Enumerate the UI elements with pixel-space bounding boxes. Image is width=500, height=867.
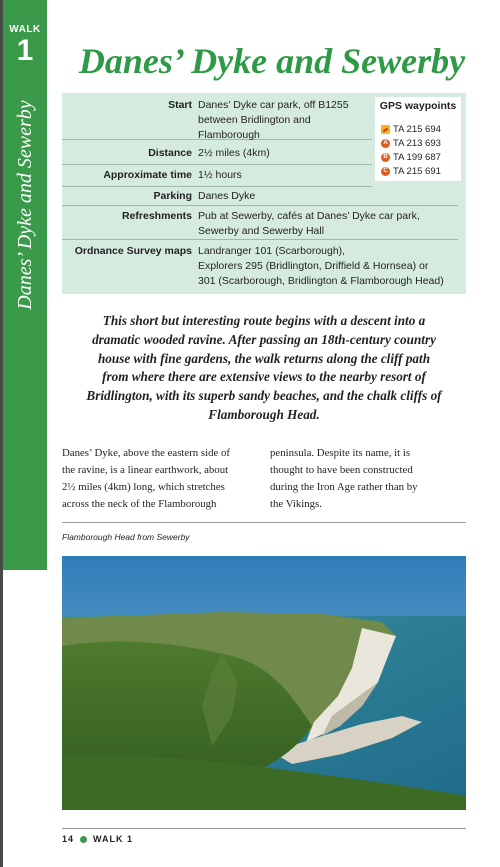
intro-line: Bridlington, with its superb sandy beaches, and the chalk cliffs of: [86, 388, 442, 404]
start-line: Danes’ Dyke car park, off B1255: [198, 99, 349, 111]
page-number: 14: [62, 834, 75, 844]
cliff-photo: [62, 556, 466, 810]
distance-label: Distance: [148, 147, 192, 159]
intro-text: [62, 312, 466, 425]
intro-line: house with fine gardens, the walk returns along the cliff path: [97, 350, 431, 366]
intro-line: Flamborough Head.: [208, 406, 320, 422]
waypoint-c-icon: C: [381, 167, 390, 176]
page-footer: [62, 834, 133, 844]
body-line: peninsula. Despite its name, it is: [270, 447, 411, 459]
maps-value: [198, 244, 444, 289]
gps-title: GPS waypoints: [379, 100, 457, 112]
start-point-icon: [381, 125, 390, 134]
parking-value: Danes Dyke: [198, 190, 256, 202]
info-row-refreshments: [62, 209, 458, 240]
gps-ref: TA 215 691: [393, 166, 441, 177]
intro-line: dramatic wooded ravine. After passing an 18th-century country: [92, 331, 436, 347]
refreshments-value: [198, 209, 420, 239]
info-box: [62, 93, 466, 294]
body-line: the Vikings.: [270, 498, 322, 510]
maps-line: Landranger 101 (Scarborough),: [198, 245, 346, 257]
body-line: thought to have been constructed: [270, 464, 413, 476]
body-column-left: [62, 445, 252, 513]
info-row-maps: [62, 244, 458, 290]
body-line: during the Iron Age rather than by: [270, 481, 418, 493]
gps-item: [381, 151, 441, 165]
start-value: [198, 98, 349, 143]
refreshments-label: Refreshments: [121, 210, 192, 222]
gps-item: [381, 123, 441, 137]
distance-value: 2½ miles (4km): [198, 147, 270, 159]
gps-ref: TA 213 693: [393, 138, 441, 149]
info-row-distance: [62, 146, 372, 165]
waypoint-a-icon: A: [381, 139, 390, 148]
walk-tab: [3, 0, 47, 570]
gps-ref: TA 199 687: [393, 152, 441, 163]
footer-rule: [62, 828, 466, 829]
time-value: 1½ hours: [198, 169, 242, 181]
cliff-photo-illustration: [62, 556, 466, 810]
time-label: Approximate time: [103, 169, 192, 181]
waypoint-b-icon: B: [381, 153, 390, 162]
info-row-time: [62, 168, 372, 187]
intro-line: This short but interesting route begins with a descent into a: [102, 313, 426, 328]
footer-walk-text: WALK 1: [93, 834, 134, 844]
gps-waypoints-box: [375, 97, 461, 181]
start-label: Start: [168, 99, 192, 111]
intro-line: from where there are extensive views to the nearby resort of: [102, 369, 426, 385]
body-line: the ravine, is a linear earthwork, about: [62, 464, 229, 476]
start-line: Flamborough: [198, 129, 260, 141]
info-row-start: [62, 98, 372, 140]
refreshments-line: Sewerby and Sewerby Hall: [198, 225, 325, 237]
gps-item: [381, 165, 441, 179]
maps-line: 301 (Scarborough, Bridlington & Flamborough Head): [198, 275, 444, 287]
divider: [62, 522, 466, 523]
gps-ref: TA 215 694: [393, 124, 441, 135]
walk-label: WALK: [9, 24, 41, 35]
bullet-icon: [80, 836, 87, 843]
refreshments-line: Pub at Sewerby, cafés at Danes’ Dyke car park,: [198, 210, 420, 222]
photo-caption: Flamborough Head from Sewerby: [62, 532, 190, 542]
info-row-parking: [62, 189, 458, 206]
start-line: between Bridlington and: [198, 114, 311, 126]
maps-line: Explorers 295 (Bridlington, Driffield & Hornsea) or: [198, 260, 429, 272]
body-line: 2½ miles (4km) long, which stretches: [62, 481, 225, 493]
body-column-right: [270, 445, 460, 513]
body-line: Danes’ Dyke, above the eastern side of: [62, 447, 230, 459]
page-title: Danes’ Dyke and Sewerby: [78, 41, 466, 81]
parking-label: Parking: [153, 190, 192, 202]
walk-number: 1: [16, 34, 34, 67]
maps-label: Ordnance Survey maps: [74, 245, 192, 257]
body-line: across the neck of the Flamborough: [62, 498, 217, 510]
vertical-title: Danes’ Dyke and Sewerby: [14, 100, 36, 310]
gps-item: [381, 137, 441, 151]
